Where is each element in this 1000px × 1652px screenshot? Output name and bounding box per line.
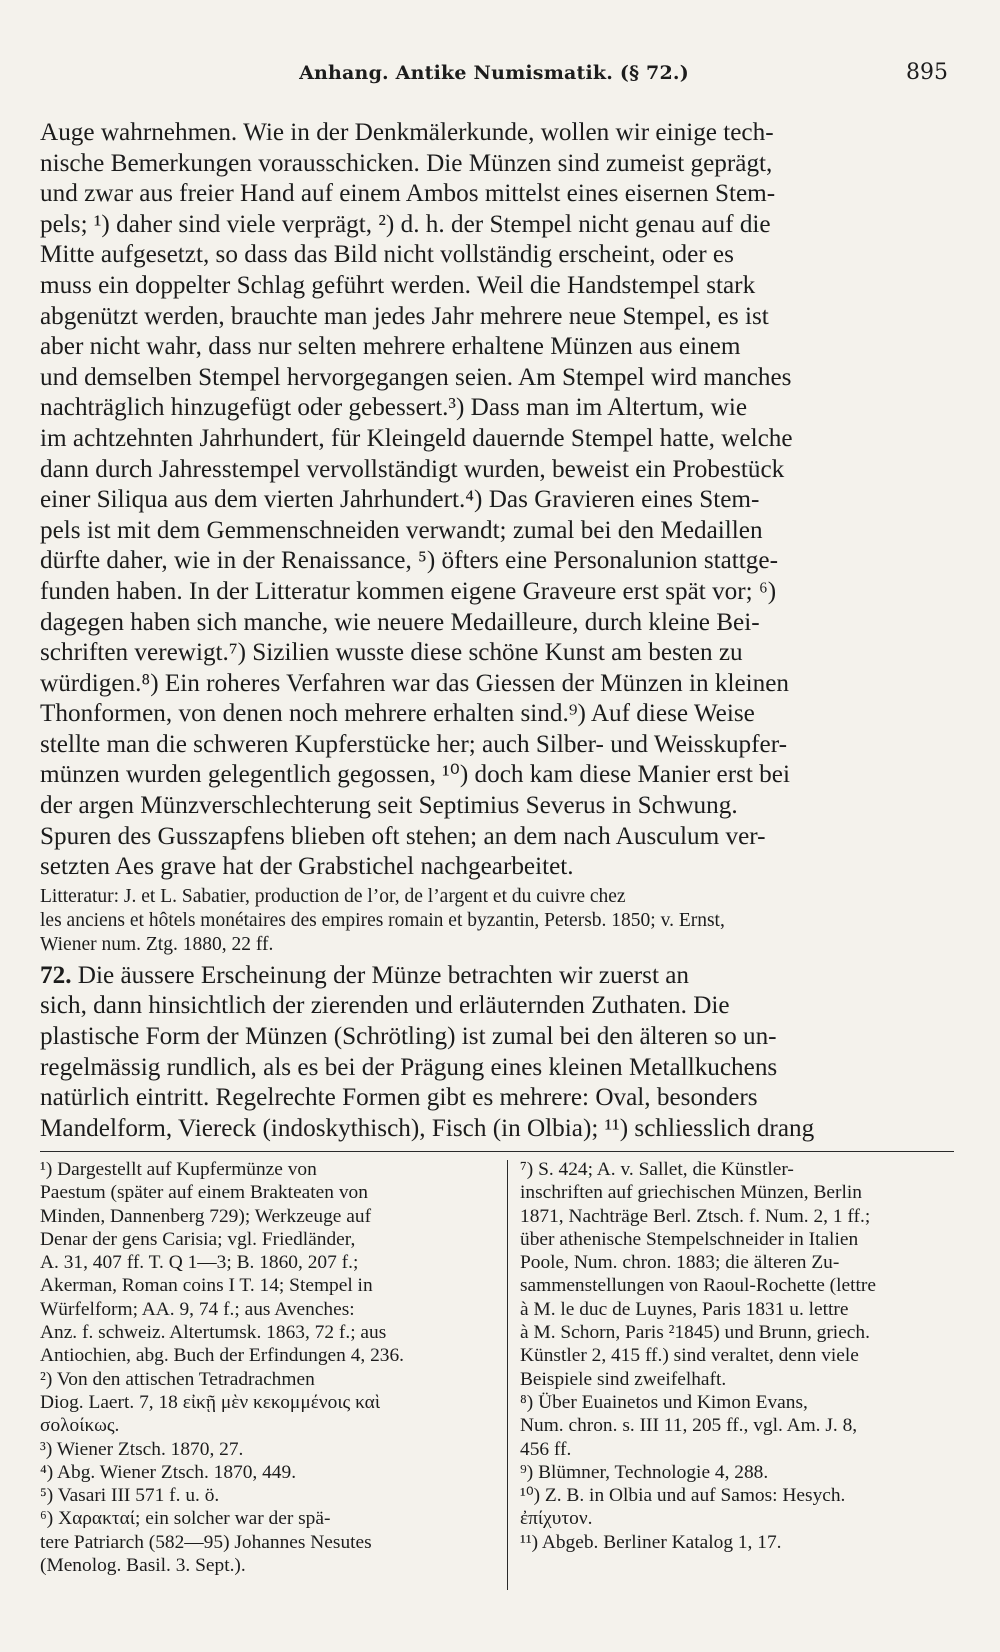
text-line: dann durch Jahresstempel vervollständigt wurden, beweist ein Probestück: [40, 455, 785, 483]
text-line: nachträglich hinzugefügt oder gebessert.³) Dass man im Altertum, wie: [40, 394, 747, 422]
literature-line: Litteratur: J. et L. Sabatier, production de l’or, de l’argent et du cuivre chez: [40, 885, 626, 907]
footnote-line: sammenstellungen von Raoul-Rochette (lettre: [520, 1275, 876, 1297]
text-line: stellte man die schweren Kupferstücke her; auch Silber- und Weisskupfer-: [40, 730, 787, 758]
text-line: dagegen haben sich manche, wie neuere Medailleure, durch kleine Bei-: [40, 608, 760, 636]
footnote-line: ³) Wiener Ztsch. 1870, 27.: [40, 1438, 244, 1460]
footnote-line: à M. Schorn, Paris ²1845) und Brunn, griech.: [520, 1322, 870, 1344]
footnote-line: ἐπίχυτον.: [520, 1508, 593, 1530]
literature-line: les anciens et hôtels monétaires des empires romain et byzantin, Petersb. 1850; v. Ernst,: [40, 909, 725, 931]
text-line: Mitte aufgesetzt, so dass das Bild nicht vollständig erscheint, oder es: [40, 241, 734, 269]
page-number: 895: [906, 60, 948, 85]
footnote-line: Beispiele sind zweifelhaft.: [520, 1368, 727, 1390]
footnote-line: ⁵) Vasari III 571 f. u. ö.: [40, 1485, 220, 1507]
text-line: nische Bemerkungen vorausschicken. Die Münzen sind zumeist geprägt,: [40, 149, 773, 177]
literature-note: [40, 885, 954, 957]
footnote-line: über athenische Stempelschneider in Italien: [520, 1228, 859, 1250]
footnote-line: ⁸) Über Euainetos und Kimon Evans,: [520, 1391, 808, 1413]
footnote-line: à M. le duc de Luynes, Paris 1831 u. lettre: [520, 1298, 849, 1320]
footnote-line: Diog. Laert. 7, 18 εἰκῇ μὲν κεκομμένοις καὶ: [40, 1391, 381, 1413]
footnote-line: 456 ff.: [520, 1438, 572, 1460]
footnote-line: tere Patriarch (582—95) Johannes Nesutes: [40, 1531, 372, 1553]
footnote-line: Minden, Dannenberg 729); Werkzeuge auf: [40, 1205, 372, 1227]
footnote-line: Denar der gens Carisia; vgl. Friedländer,: [40, 1228, 356, 1250]
text-line: würdigen.⁸) Ein roheres Verfahren war das Giessen der Münzen in kleinen: [40, 669, 789, 697]
footnote-line: ¹) Dargestellt auf Kupfermünze von: [40, 1159, 317, 1180]
text-line: Thonformen, von denen noch mehrere erhalten sind.⁹) Auf diese Weise: [40, 700, 755, 728]
text-line: der argen Münzverschlechterung seit Septimius Severus in Schwung.: [40, 792, 738, 820]
text-line: sich, dann hinsichtlich der zierenden und erläuternden Zuthaten. Die: [40, 992, 730, 1020]
footnote-line: ⁷) S. 424; A. v. Sallet, die Künstler-: [520, 1159, 794, 1180]
footnotes-right-column: [520, 1158, 954, 1554]
footnote-line: inschriften auf griechischen Münzen, Berlin: [520, 1182, 862, 1204]
footnote-line: Paestum (später auf einem Brakteaten von: [40, 1182, 368, 1204]
footnote-column-divider: [507, 1160, 508, 1590]
text-line: Auge wahrnehmen. Wie in der Denkmälerkunde, wollen wir einige tech-: [40, 119, 774, 146]
literature-line: Wiener num. Ztg. 1880, 22 ff.: [40, 933, 274, 955]
text-line: aber nicht wahr, dass nur selten mehrere erhaltene Münzen aus einem: [40, 333, 741, 361]
text-line: regelmässig rundlich, als es bei der Prägung eines kleinen Metallkuchens: [40, 1053, 778, 1081]
running-head: Anhang. Antike Numismatik. (§ 72.): [299, 62, 689, 84]
section-number: 72.: [40, 961, 72, 989]
text-line: Mandelform, Viereck (indoskythisch), Fisch (in Olbia); ¹¹) schliesslich drang: [40, 1114, 815, 1142]
text-line: muss ein doppelter Schlag geführt werden. Weil die Handstempel stark: [40, 271, 756, 299]
footnote-line: ¹¹) Abgeb. Berliner Katalog 1, 17.: [520, 1531, 782, 1553]
text-line: pels; ¹) daher sind viele verprägt, ²) d. h. der Stempel nicht genau auf die: [40, 210, 771, 238]
footnote-line: Antiochien, abg. Buch der Erfindungen 4, 236.: [40, 1345, 405, 1367]
footnote-line: 1871, Nachträge Berl. Ztsch. f. Num. 2, 1 ff.;: [520, 1205, 871, 1227]
footnote-line: Num. chron. s. III 11, 205 ff., vgl. Am. J. 8,: [520, 1415, 858, 1437]
text-line: schriften verewigt.⁷) Sizilien wusste diese schöne Kunst am besten zu: [40, 639, 743, 667]
footnote-line: σολοίκως.: [40, 1415, 120, 1437]
main-text: [40, 118, 954, 1144]
footnote-line: ⁴) Abg. Wiener Ztsch. 1870, 449.: [40, 1461, 297, 1483]
footnote-line: ⁹) Blümner, Technologie 4, 288.: [520, 1461, 769, 1483]
footnote-line: ⁶) Χαρακταί; ein solcher war der spä-: [40, 1508, 331, 1530]
section-first-line-text: Die äussere Erscheinung der Münze betrachten wir zuerst an: [71, 961, 690, 989]
text-line: einer Siliqua aus dem vierten Jahrhundert.⁴) Das Gravieren eines Stem-: [40, 486, 760, 514]
footnote-line: ¹⁰) Z. B. in Olbia und auf Samos: Hesych.: [520, 1485, 846, 1507]
main-paragraph: [40, 118, 954, 883]
text-line: im achtzehnten Jahrhundert, für Kleingeld dauernde Stempel hatte, welche: [40, 424, 793, 452]
text-line: plastische Form der Münzen (Schrötling) ist zumal bei den älteren so un-: [40, 1023, 777, 1051]
text-line: pels ist mit dem Gemmenschneiden verwandt; zumal bei den Medaillen: [40, 516, 763, 544]
section-first-line: [40, 961, 954, 992]
footnote-line: Akerman, Roman coins I T. 14; Stempel in: [40, 1275, 373, 1297]
text-line: und zwar aus freier Hand auf einem Ambos mittelst eines eisernen Stem-: [40, 180, 776, 208]
text-line: und demselben Stempel hervorgegangen seien. Am Stempel wird manches: [40, 363, 792, 391]
footnote-line: (Menolog. Basil. 3. Sept.).: [40, 1555, 246, 1577]
footnote-line: Künstler 2, 415 ff.) sind veraltet, denn viele: [520, 1345, 859, 1367]
text-line: abgenützt werden, brauchte man jedes Jahr mehrere neue Stempel, es ist: [40, 302, 769, 330]
text-line: Spuren des Gusszapfens blieben oft stehen; an dem nach Ausculum ver-: [40, 822, 766, 850]
section-72: [40, 961, 954, 1145]
footnote-line: Poole, Num. chron. 1883; die älteren Zu-: [520, 1252, 840, 1274]
section-paragraph: [40, 991, 954, 1144]
footnote-line: A. 31, 407 ff. T. Q 1—3; B. 1860, 207 f.;: [40, 1252, 359, 1274]
text-line: dürfte daher, wie in der Renaissance, ⁵) öfters eine Personalunion stattge-: [40, 547, 778, 575]
text-line: funden haben. In der Litteratur kommen eigene Graveure erst spät vor; ⁶): [40, 577, 777, 605]
footnote-line: Würfelform; AA. 9, 74 f.; aus Avenches:: [40, 1298, 355, 1320]
footnote-line: ²) Von den attischen Tetradrachmen: [40, 1368, 315, 1390]
text-line: setzten Aes grave hat der Grabstichel nachgearbeitet.: [40, 853, 574, 881]
footnotes-left-column: [40, 1158, 496, 1577]
footnote-rule: [40, 1151, 954, 1152]
footnote-line: Anz. f. schweiz. Altertumsk. 1863, 72 f.; aus: [40, 1322, 387, 1344]
page-header: [40, 62, 948, 96]
text-line: münzen wurden gelegentlich gegossen, ¹⁰) doch kam diese Manier erst bei: [40, 761, 790, 789]
text-line: natürlich eintritt. Regelrechte Formen gibt es mehrere: Oval, besonders: [40, 1084, 758, 1112]
